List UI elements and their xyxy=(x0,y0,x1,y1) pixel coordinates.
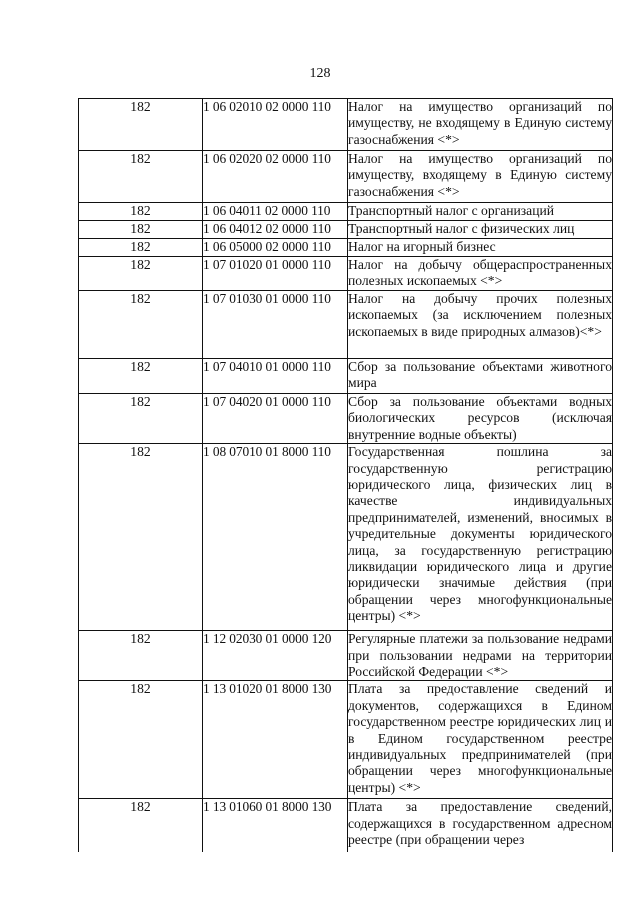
admin-code-cell: 182 xyxy=(79,203,203,221)
budget-code-cell: 1 06 05000 02 0000 110 xyxy=(203,239,348,257)
admin-code-cell: 182 xyxy=(79,359,203,394)
admin-code-cell: 182 xyxy=(79,99,203,151)
description-cell: Регулярные платежи за пользование недрами при пользовании недрами на территории Российской Федерации <*> xyxy=(348,631,612,680)
description-cell: Налог на добычу прочих полезных ископаемых (за исключением полезных ископаемых в виде природных алмазов)<*> xyxy=(348,291,613,359)
table-row xyxy=(79,257,613,291)
description-cell: Государственная пошлина за государственную регистрацию юридического лица, физических лиц в качестве индивидуальных предпринимателей, изменений, вносимых в учредительные документы юридического лица, за государственную регистрацию ликвидации юридического лица и другие юридически значимые действия (при обращении через многофункциональные центры) <*> xyxy=(348,444,613,631)
description-cell: Сбор за пользование объектами животного мира xyxy=(348,359,613,394)
budget-code-cell: 1 08 07010 01 8000 110 xyxy=(203,444,348,631)
table-row xyxy=(79,444,613,631)
table-row xyxy=(79,394,613,444)
admin-code-cell: 182 xyxy=(79,799,203,852)
description-cell: Налог на добычу общераспространенных полезных ископаемых <*> xyxy=(348,257,613,291)
budget-code-cell: 1 06 04012 02 0000 110 xyxy=(203,221,348,239)
table-row xyxy=(79,359,613,394)
table-row xyxy=(79,151,613,203)
admin-code-cell: 182 xyxy=(79,631,203,681)
budget-code-cell: 1 06 04011 02 0000 110 xyxy=(203,203,348,221)
revenue-codes-table xyxy=(78,98,613,852)
description-cell: Плата за предоставление сведений и документов, содержащихся в Едином государственном реестре юридических лиц и в Едином государственном реестре индивидуальных предпринимателей (при обращении через многофункциональные центры) <*> xyxy=(348,681,613,799)
table-row xyxy=(79,631,613,681)
description-cell: Плата за предоставление сведений, содержащихся в государственном адресном реестре (при обращении через xyxy=(348,799,613,852)
table-row xyxy=(79,291,613,359)
admin-code-cell: 182 xyxy=(79,291,203,359)
admin-code-cell: 182 xyxy=(79,394,203,444)
table-row xyxy=(79,239,613,257)
page-number: 128 xyxy=(309,66,331,81)
budget-code-cell: 1 06 02020 02 0000 110 xyxy=(203,151,348,203)
budget-code-cell: 1 07 04010 01 0000 110 xyxy=(203,359,348,394)
table-row xyxy=(79,203,613,221)
admin-code-cell: 182 xyxy=(79,444,203,631)
description-cell: Налог на имущество организаций по имуществу, не входящему в Единую систему газоснабжения <*> xyxy=(348,99,613,151)
table-row xyxy=(79,681,613,799)
budget-code-cell: 1 12 02030 01 0000 120 xyxy=(203,631,348,681)
description-cell: Налог на имущество организаций по имуществу, входящему в Единую систему газоснабжения <*> xyxy=(348,151,613,203)
admin-code-cell: 182 xyxy=(79,257,203,291)
description-cell: Сбор за пользование объектами водных биологических ресурсов (исключая внутренние водные объекты) xyxy=(348,394,612,442)
budget-code-cell: 1 13 01060 01 8000 130 xyxy=(203,799,348,852)
budget-code-cell: 1 07 04020 01 0000 110 xyxy=(203,394,348,444)
admin-code-cell: 182 xyxy=(79,681,203,799)
admin-code-cell: 182 xyxy=(79,151,203,203)
table-row xyxy=(79,99,613,151)
admin-code-cell: 182 xyxy=(79,239,203,257)
description-cell: Транспортный налог с организаций xyxy=(348,203,613,221)
budget-code-cell: 1 13 01020 01 8000 130 xyxy=(203,681,348,799)
budget-code-cell: 1 07 01030 01 0000 110 xyxy=(203,291,348,359)
description-cell: Транспортный налог с физических лиц xyxy=(348,221,613,239)
description-cell: Налог на игорный бизнес xyxy=(348,239,613,257)
budget-code-cell: 1 06 02010 02 0000 110 xyxy=(203,99,348,151)
table-row xyxy=(79,799,613,852)
budget-code-cell: 1 07 01020 01 0000 110 xyxy=(203,257,348,291)
admin-code-cell: 182 xyxy=(79,221,203,239)
table-row xyxy=(79,221,613,239)
